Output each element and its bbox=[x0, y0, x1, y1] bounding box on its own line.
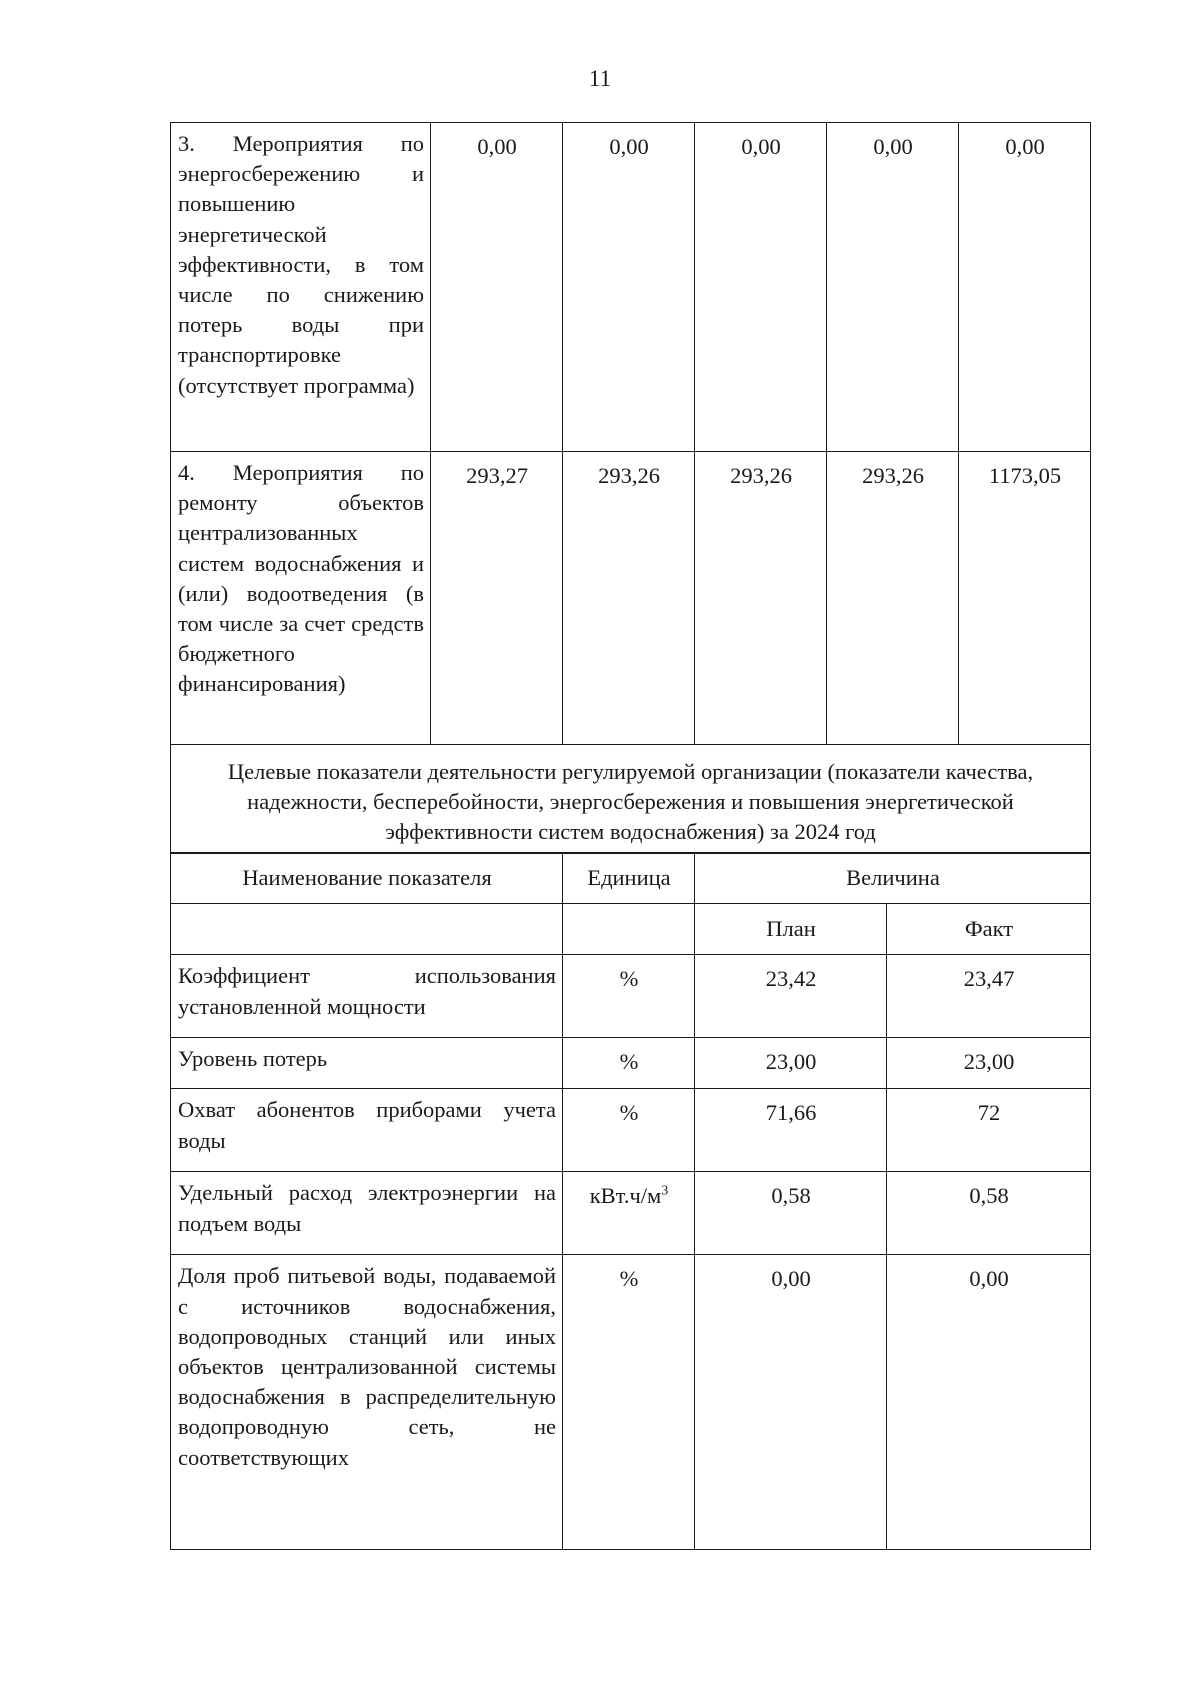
table-row bbox=[171, 1038, 1091, 1089]
expense-value: 0,00 bbox=[959, 123, 1091, 452]
column-header-name: Наименование показателя bbox=[171, 853, 563, 904]
table-row bbox=[171, 1089, 1091, 1172]
section-heading: Целевые показатели деятельности регулируемой организации (показатели качества, надежности, бесперебойности, энергосбережения и повышения энергетической эффективности систем водоснабжения) за 2024 год bbox=[171, 745, 1091, 854]
column-header-unit: Единица bbox=[563, 853, 695, 904]
expense-label: 3. Мероприятия по энергосбережению и повышению энергетической эффективности, в том числе по снижению потерь воды при транспортировке (отсутствует программа) bbox=[171, 123, 431, 452]
indicator-name: Удельный расход электроэнергии на подъем воды bbox=[171, 1172, 563, 1255]
table-header-row bbox=[171, 853, 1091, 904]
indicator-plan: 23,00 bbox=[695, 1038, 887, 1089]
expense-table bbox=[170, 122, 1091, 854]
expense-value: 0,00 bbox=[563, 123, 695, 452]
indicator-unit bbox=[563, 1172, 695, 1255]
indicators-table bbox=[170, 852, 1091, 1550]
indicator-plan: 23,42 bbox=[695, 955, 887, 1038]
table-header-row bbox=[171, 904, 1091, 955]
table-row bbox=[171, 123, 1091, 452]
column-header-blank bbox=[563, 904, 695, 955]
column-header-blank bbox=[171, 904, 563, 955]
indicator-unit-superscript: 3 bbox=[661, 1183, 669, 1199]
indicator-plan: 71,66 bbox=[695, 1089, 887, 1172]
column-header-fact: Факт bbox=[887, 904, 1091, 955]
table-row bbox=[171, 1172, 1091, 1255]
indicator-name: Охват абонентов приборами учета воды bbox=[171, 1089, 563, 1172]
expense-value: 1173,05 bbox=[959, 452, 1091, 745]
expense-value: 293,26 bbox=[563, 452, 695, 745]
indicator-fact: 23,47 bbox=[887, 955, 1091, 1038]
expense-value: 0,00 bbox=[431, 123, 563, 452]
indicator-unit-text: кВт.ч/м bbox=[589, 1183, 662, 1209]
indicator-unit: % bbox=[563, 955, 695, 1038]
indicator-fact: 0,00 bbox=[887, 1255, 1091, 1550]
expense-value: 293,27 bbox=[431, 452, 563, 745]
indicator-unit: % bbox=[563, 1089, 695, 1172]
table-row bbox=[171, 955, 1091, 1038]
indicator-name: Уровень потерь bbox=[171, 1038, 563, 1089]
indicator-name: Коэффициент использования установленной мощности bbox=[171, 955, 563, 1038]
indicator-fact: 72 bbox=[887, 1089, 1091, 1172]
table-row bbox=[171, 452, 1091, 745]
indicator-fact: 23,00 bbox=[887, 1038, 1091, 1089]
expense-value: 293,26 bbox=[827, 452, 959, 745]
indicator-plan: 0,00 bbox=[695, 1255, 887, 1550]
indicator-fact: 0,58 bbox=[887, 1172, 1091, 1255]
column-header-plan: План bbox=[695, 904, 887, 955]
indicator-unit: % bbox=[563, 1255, 695, 1550]
expense-value: 0,00 bbox=[827, 123, 959, 452]
page-number: 11 bbox=[588, 66, 612, 91]
expense-label: 4. Мероприятия по ремонту объектов централизованных систем водоснабжения и (или) водоотведения (в том числе за счет средств бюджетного финансирования) bbox=[171, 452, 431, 745]
column-header-value: Величина bbox=[695, 853, 1091, 904]
indicator-plan: 0,58 bbox=[695, 1172, 887, 1255]
table-row bbox=[171, 1255, 1091, 1550]
document-sheet bbox=[170, 122, 1090, 1550]
table-row bbox=[171, 745, 1091, 854]
expense-value: 0,00 bbox=[695, 123, 827, 452]
expense-value: 293,26 bbox=[695, 452, 827, 745]
indicator-unit: % bbox=[563, 1038, 695, 1089]
indicator-name: Доля проб питьевой воды, подаваемой с источников водоснабжения, водопроводных станций или иных объектов централизованной системы водоснабжения в распределительную водопроводную сеть, не соответствующих bbox=[171, 1255, 563, 1550]
